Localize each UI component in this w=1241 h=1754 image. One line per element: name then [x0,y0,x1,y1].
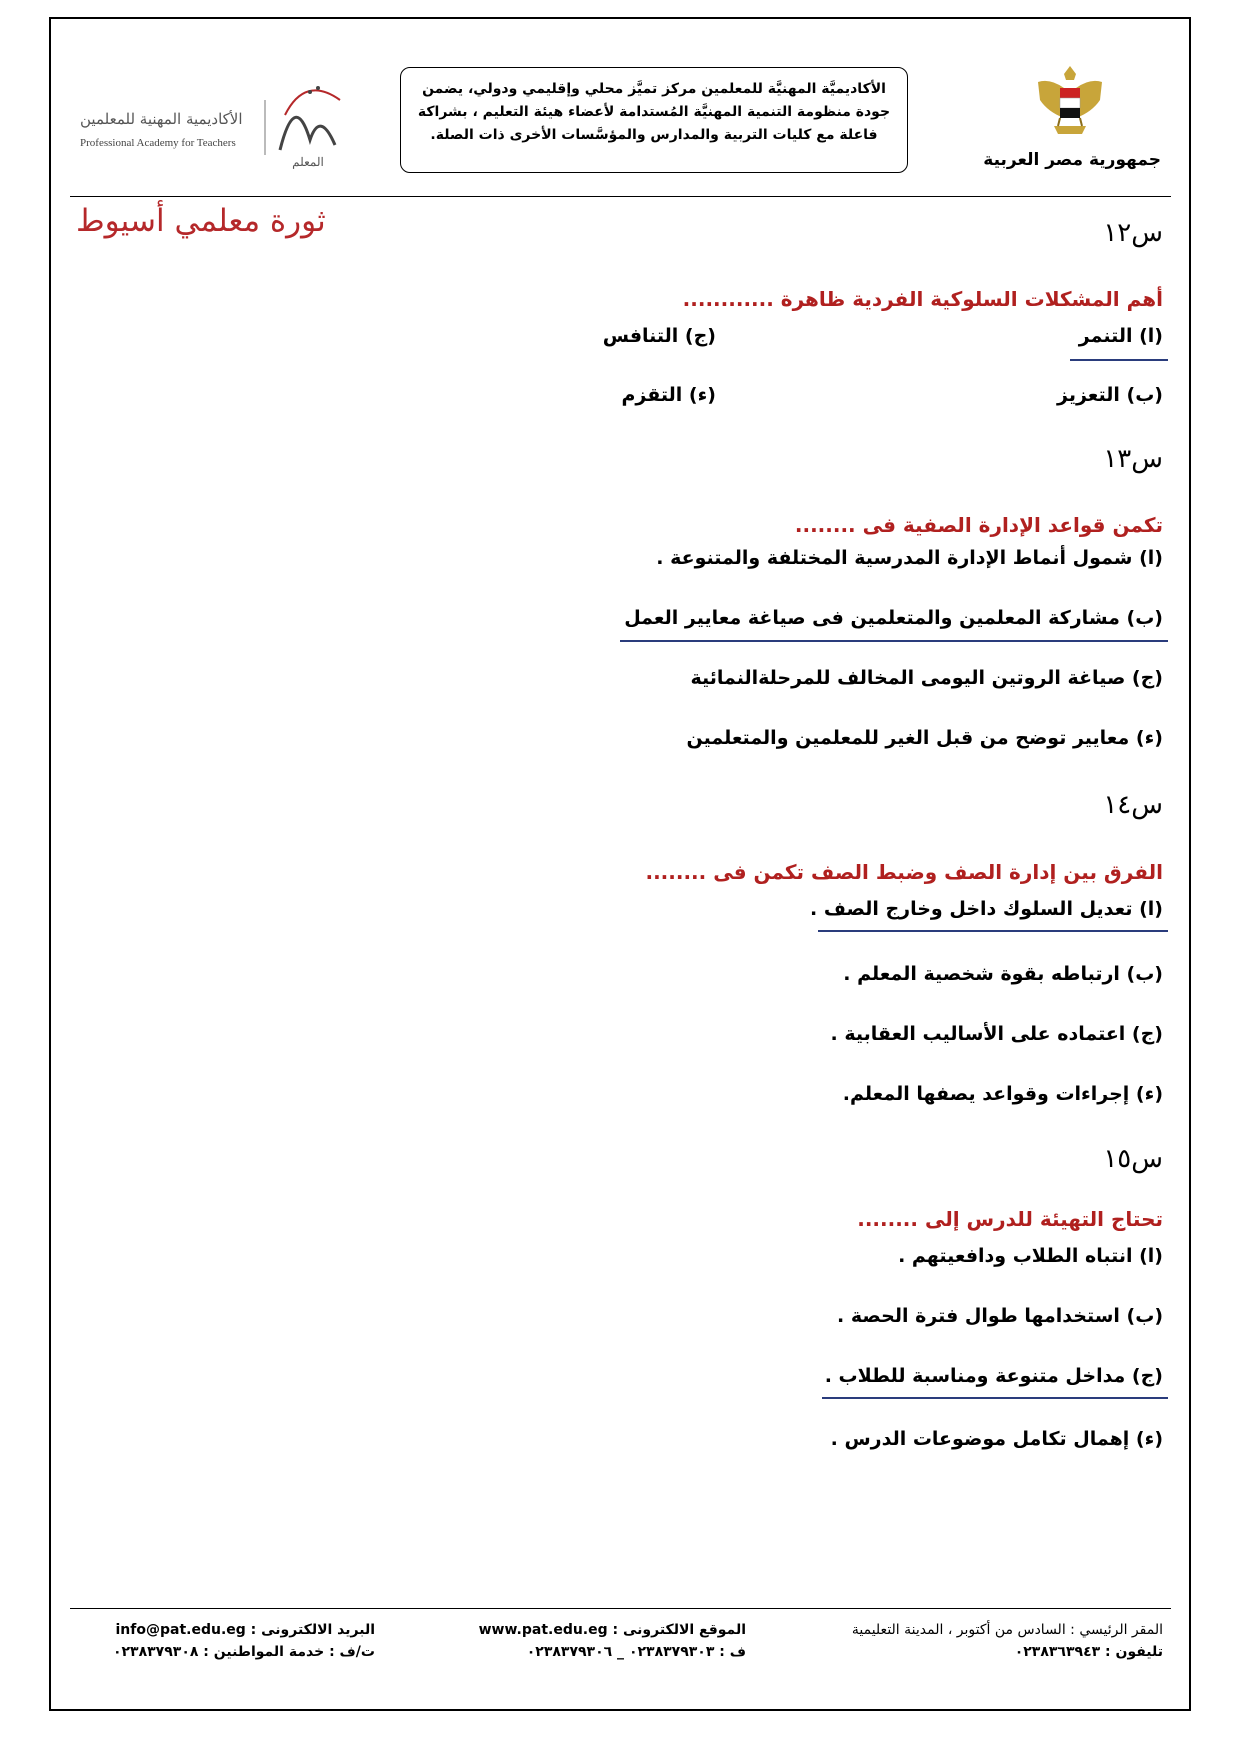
country-name: جمهورية مصر العربية [983,150,1161,170]
answer-option[interactable]: (ب) التعزيز [1057,384,1163,406]
answer-option[interactable]: (ب) ارتباطه بقوة شخصية المعلم . [843,963,1163,985]
mission-line: جودة منظومة التنمية المهنيَّة المُستدامة لأعضاء هيئة التعليم ، بشراكة [417,104,891,120]
academy-name-english: Professional Academy for Teachers [80,137,236,149]
footer-website[interactable]: الموقع الالكترونى : www.pat.edu.eg [478,1622,746,1638]
question-number: س١٤ [1103,790,1163,820]
question-number: س١٣ [1103,444,1163,474]
answer-option[interactable]: (ء) إهمال تكامل موضوعات الدرس . [830,1428,1163,1450]
question-number: س١٢ [1103,218,1163,248]
academy-mission-box [400,67,908,173]
footer-divider [70,1608,1171,1609]
question-text: تحتاج التهيئة للدرس إلى ........ [857,1207,1163,1231]
answer-option[interactable]: (ب) استخدامها طوال فترة الحصة . [837,1305,1163,1327]
question-number: س١٥ [1103,1144,1163,1174]
answer-option[interactable]: (ج) مداخل متنوعة ومناسبة للطلاب . [824,1365,1163,1387]
answer-option[interactable]: (ا) انتباه الطلاب ودافعيتهم . [898,1245,1163,1267]
watermark-text: ثورة معلمي أسيوط [76,203,326,239]
correct-answer-underline [822,1397,1168,1399]
header-divider [70,196,1171,197]
academy-name-arabic: الأكاديمية المهنية للمعلمين [80,110,243,128]
footer-address: المقر الرئيسي : السادس من أكتوبر ، المدينة التعليمية [851,1622,1163,1638]
correct-answer-underline [1070,359,1168,361]
answer-option[interactable]: (ج) التنافس [602,325,716,347]
answer-option[interactable]: (ا) التنمر [1078,325,1163,347]
correct-answer-underline [818,930,1168,932]
answer-option[interactable]: (ء) التقزم [621,384,716,406]
logo-mark-text: المعلم [292,155,324,169]
answer-option[interactable]: (ا) تعديل السلوك داخل وخارج الصف . [810,898,1163,920]
answer-option[interactable]: (ب) مشاركة المعلمين والمتعلمين فى صياغة معايير العمل [624,607,1163,629]
mission-line: الأكاديميَّة المهنيَّة للمعلمين مركز تميَّز محلي وإقليمي ودولي، يضمن [422,81,886,97]
correct-answer-underline [620,640,1168,642]
mission-line: فاعلة مع كليات التربية والمدارس والمؤسَّسات الأخرى ذات الصلة. [430,127,878,143]
question-text: الفرق بين إدارة الصف وضبط الصف تكمن فى ........ [645,860,1163,884]
answer-option[interactable]: (ج) اعتماده على الأساليب العقابية . [830,1023,1163,1045]
footer-fax: ف : ٠٢٣٨٣٧٩٣٠٣ _ ٠٢٣٨٣٧٩٣٠٦ [526,1644,746,1660]
footer-email[interactable]: البريد الالكترونى : info@pat.edu.eg [115,1622,375,1638]
question-text: أهم المشكلات السلوكية الفردية ظاهرة ............ [682,287,1163,311]
answer-option[interactable]: (ء) معايير توضح من قبل الغير للمعلمين والمتعلمين [686,727,1163,749]
answer-option[interactable]: (ء) إجراءات وقواعد يصفها المعلم. [842,1083,1163,1105]
footer-phone: تليفون : ٠٢٣٨٣٦٣٩٤٣ [1014,1644,1163,1660]
egypt-eagle-emblem-icon [1030,60,1110,150]
answer-option[interactable]: (ا) شمول أنماط الإدارة المدرسية المختلفة والمتنوعة . [656,547,1163,569]
answer-option[interactable]: (ج) صياغة الروتين اليومى المخالف للمرحلةالنمائية [690,667,1163,689]
question-text: تكمن قواعد الإدارة الصفية فى ........ [794,513,1163,537]
footer-hotline: ت/ف : خدمة المواطنين : ٠٢٣٨٣٧٩٣٠٨ [112,1644,375,1660]
